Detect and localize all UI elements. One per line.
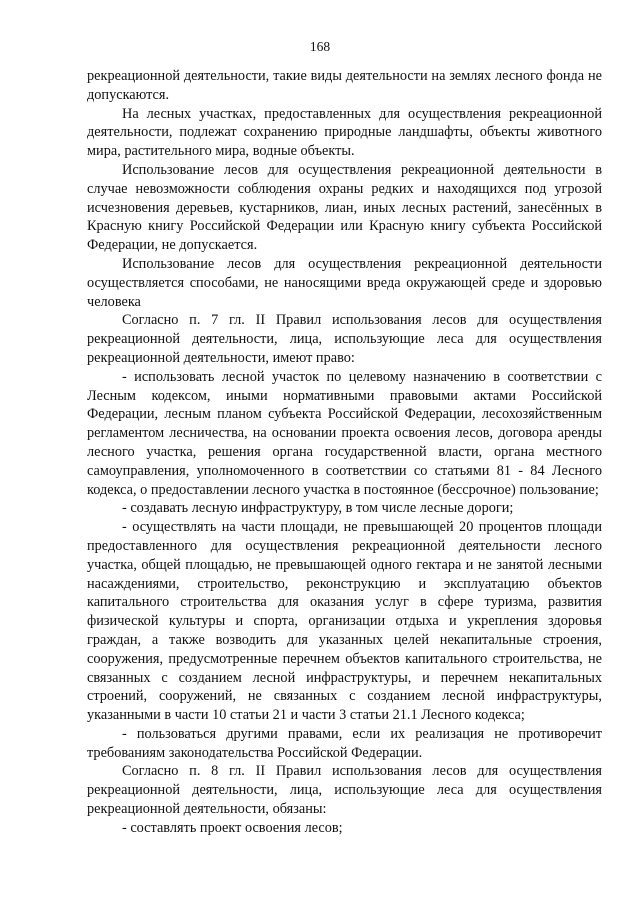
paragraph: Использование лесов для осуществления рекреационной деятельности в случае невозможности соблюдения охраны редких и находящихся под угрозой исчезновения деревьев, кустарников, лиан, иных лесных растений, занесённых в Красную книгу Российской Федерации или Красную книгу субъекта Российской Федерации, не допускается. — [87, 161, 602, 254]
paragraph: На лесных участках, предоставленных для осуществления рекреационной деятельности, подлежат сохранению природные ландшафты, объекты животного мира, растительного мира, водные объекты. — [87, 105, 602, 160]
page-number: 168 — [309, 39, 331, 54]
paragraph: Согласно п. 7 гл. II Правил использования лесов для осуществления рекреационной деятельности, лица, использующие леса для осуществления рекреационной деятельности, имеют право: — [87, 312, 602, 366]
list-item: - создавать лесную инфраструктуру, в том числе лесные дороги; — [122, 500, 514, 517]
body-text — [87, 67, 602, 838]
paragraph: рекреационной деятельности, такие виды деятельности на землях лесного фонда не допускаются. — [87, 68, 602, 103]
list-item: - пользоваться другими правами, если их реализация не противоречит требованиям законодательства Российской Федерации. — [87, 725, 602, 761]
paragraph: Согласно п. 8 гл. II Правил использования лесов для осуществления рекреационной деятельности, лица, использующие леса для осуществления рекреационной деятельности, обязаны: — [87, 763, 602, 818]
paragraph: Использование лесов для осуществления рекреационной деятельности осуществляется способами, не наносящими вреда окружающей среде и здоровью человека — [87, 255, 602, 310]
list-item: - составлять проект освоения лесов; — [122, 819, 343, 836]
list-item: - осуществлять на части площади, не превышающей 20 процентов площади предоставленного для осуществления рекреационной деятельности лесного участка, общей площадью, не превышающей одного гектара и не занятой лесными насаждениями, строительство, реконструкцию и эксплуатацию объектов капитального строительства для оказания услуг в сфере туризма, развития физической культуры и спорта, организации отдыха и укрепления здоровья граждан, а также возводить для указанных целей некапитальные строения, сооружения, предусмотренные перечнем объектов капитального строительства, не связанных с созданием лесной инфраструктуры, и перечнем некапитальных строений, сооружений, не связанных с созданием лесной инфраструктуры, указанными в части 10 статьи 21 и части 3 статьи 21.1 Лесного кодекса; — [87, 519, 602, 724]
list-item: - использовать лесной участок по целевому назначению в соответствии с Лесным кодексом, иными нормативными правовыми актами Российской Федерации, лесным планом субъекта Российской Федерации, лесохозяйственным регламентом лесничества, на основании проекта освоения лесов, договора аренды лесного участка, решения органа государственной власти, органа местного самоуправления, уполномоченного в соответствии со статьями 81 - 84 Лесного кодекса, о предоставлении лесного участка в постоянное (бессрочное) пользование; — [87, 368, 602, 498]
